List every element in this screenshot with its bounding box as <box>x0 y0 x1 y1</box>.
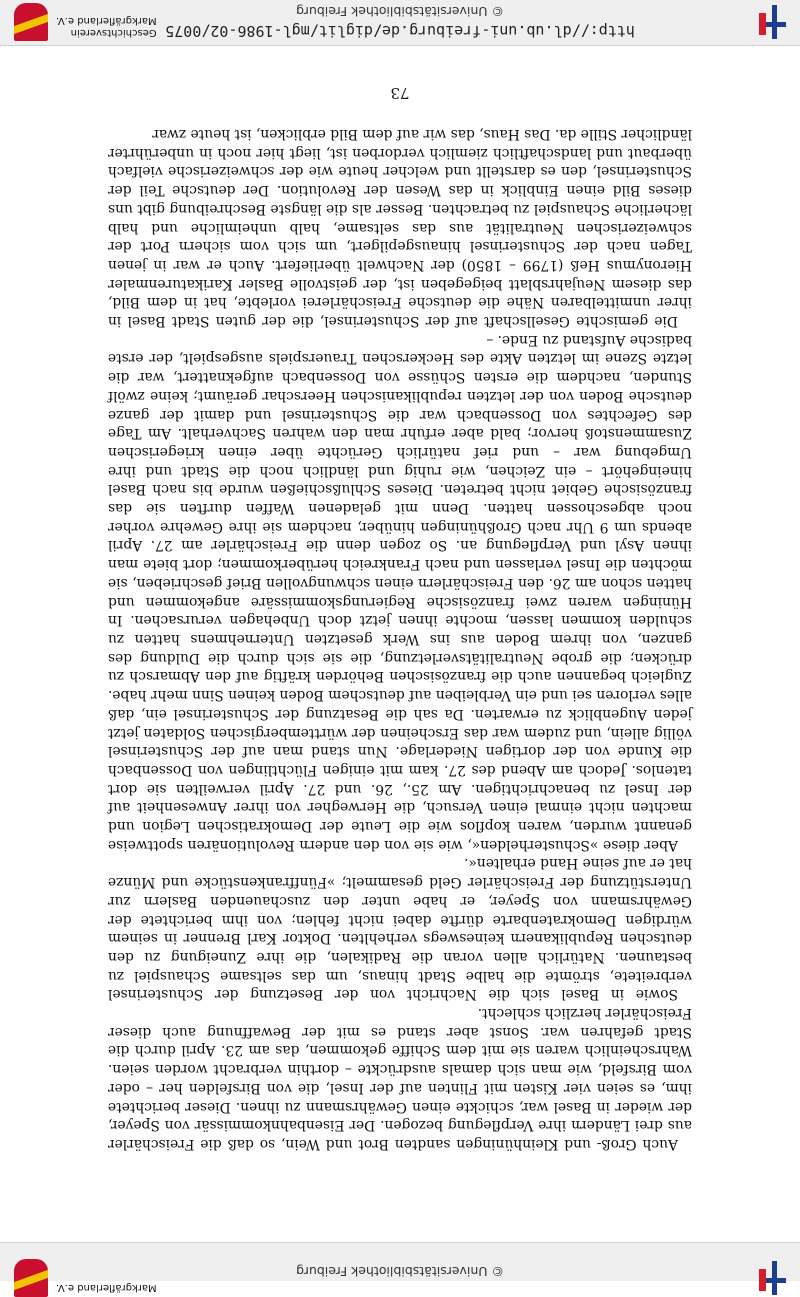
paragraph: Auch Groß- und Kleinhüningen sandten Brot und Wein, so daß die Freischärler aus drei Ländern ihre Verpflegung bezogen. Der Eisenbahnkommissär von Speyer, der wieder in Basel war, schickte einen Gewährsmann zu ihnen. Dieser berichtete ihm, es seien vier Kisten mit Flinten auf der Insel, die von Birsfelden her – oder vom Birsfeld, wie man sich damals ausdrückte – dorthin verbracht worden seien. Wahrscheinlich waren sie mit dem Schiffe gekommen, das am 23. April durch die Stadt gefahren war. Sonst aber stand es mit der Bewaffnung auch dieser Freischärler herzlich schlecht. <box>108 1005 692 1152</box>
page-text-block <box>108 68 692 1153</box>
viewer-footer-band <box>0 0 800 46</box>
society-crest-icon <box>14 1259 48 1297</box>
paragraph: Sowie in Basel sich die Nachricht von der Besetzung der Schusterinsel verbreitete, strömte die halbe Stadt hinaus, um das seltsame Schauspiel zu bestaunen. Natürlich allen voran die Radikalen, die ihre Zuneigung zu den deutschen Republikanern keineswegs verhehlten. Doktor Karl Brenner in seinem würdigen Demokratenbarte dürfte dabei nicht fehlen; von ihm berichtete der Gewährsmann von Speyer, er habe unter den zuschauenden Baslern zur Unterstützung der Freischärler Geld gesammelt; »Fünffrankenstücke und Münze hat er auf seine Hand erhalten«. <box>108 855 692 1003</box>
society-name: Geschichtsverein Markgräflerland e.V. <box>56 15 157 38</box>
paragraph: Die gemischte Gesellschaft auf der Schusterinsel, die der guten Stadt Basel in ihrer unmittelbaren Nähe die deutsche Freischärlerei vorlebte, hat in dem Bild, das diesem Neujahrsblatt beigegeben ist, der geistvolle Basler Karikaturenmaler Hieronymus Heß (1799 – 1850) der Nachwelt überliefert. Auch er war in jenen Tagen nach der Schusterinsel hinausgepilgert, um sich vom sichern Port der schweizerischen Neutralität aus das seltsame, halb unheimliche und halb lächerliche Schauspiel zu betrachten. Besser als die längste Beschreibung gibt uns dieses Bild einen Einblick in das Wesen der Revolution. Der deutsche Teil der Schusterinsel, den es darstellt und welcher heute wie der schweizerische vielfach überbaut und landschaftlich ziemlich verdorben ist, liegt hier noch in unberührter ländlicher Stille da. Das Haus, das wir auf dem Bild erblicken, ist heute zwar <box>108 126 692 330</box>
society-name-partial: Markgräflerland e.V. <box>56 1282 157 1293</box>
permalink-url[interactable]: http://dl.ub.uni-freiburg.de/diglit/mgl-1986-02/0075 <box>165 22 635 40</box>
library-credit-partial: © Universitätsbibliothek Freiburg <box>296 1264 504 1279</box>
viewer-header-band <box>0 1242 800 1293</box>
page-number: 73 <box>390 84 410 103</box>
society-crest-icon <box>14 3 48 41</box>
paragraph: Aber diese »Schusterhelden«, wie sie von den andern Revolutionären spottweise genannt wurden, waren kopflos wie die Leute der Demokratischen Legion und machten nicht einmal einen Versuch, die Herwegher von ihrer Anwesenheit auf der Insel zu benachrichtigen. Am 25., 26. und 27. April verweilten sie dort tatenlos. Jedoch am Abend des 27. kam mit einigen Flüchtlingen von Dossenbach die Kunde von der dortigen Niederlage. Nun stand man auf der Schusterinsel völlig allein, und zudem war das Erscheinen der württembergischen Soldaten jetzt jeden Augenblick zu erwarten. Da sah die Besatzung der Schusterinsel ein, daß alles verloren sei und ein Verbleiben auf deutschem Boden keinen Sinn mehr habe. Zugleich begannen auch die französischen Behörden kräftig auf den Abmarsch zu drücken; die grobe Neutralitätsverletzung, die sie sich durch die Duldung des ganzen, von ihrem Boden aus ins Werk gesetzten Unternehmens hatten zu schulden kommen lassen, mochte ihnen jetzt doch Unbehagen verursachen. In Hüningen waren zwei französische Regierungskommissäre angekommen und hatten schon am 26. den Freischärlern einen schwungvollen Brief geschrieben, sie möchten die Insel verlassen und nach Frankreich herüberkommen; dort biete man ihnen Asyl und Verpflegung an. So zogen denn die Freischärler am 27. April abends um 9 Uhr nach Großhüningen hinüber, nachdem sie ihre Gewehre vorher noch abgeschossen hatten. Denn mit geladenen Waffen durften sie das französische Gebiet nicht betreten. Dieses Schlußschießen wurde bis nach Basel hineingehört – ein Zeichen, wie ruhig und ländlich noch die Stadt und ihre Umgebung war – und rief natürlich Gerüchte über einen kriegerischen Zusammenstoß hervor; bald aber erfuhr man den wahren Sachverhalt. Am Tage des Gefechtes von Dossenbach war die Schusterinsel und damit der ganze deutsche Boden von der letzten republikanischen Heerschar geräumt; keine zwölf Stunden, nachdem die ersten Schüsse von Dossenbach aufgeknattert, war die letzte Szene im letzten Akte des Heckerschen Trauerspiels ausgespielt, der erste badische Aufstand zu Ende. – <box>108 331 692 853</box>
library-credit: © Universitätsbibliothek Freiburg <box>296 4 504 19</box>
